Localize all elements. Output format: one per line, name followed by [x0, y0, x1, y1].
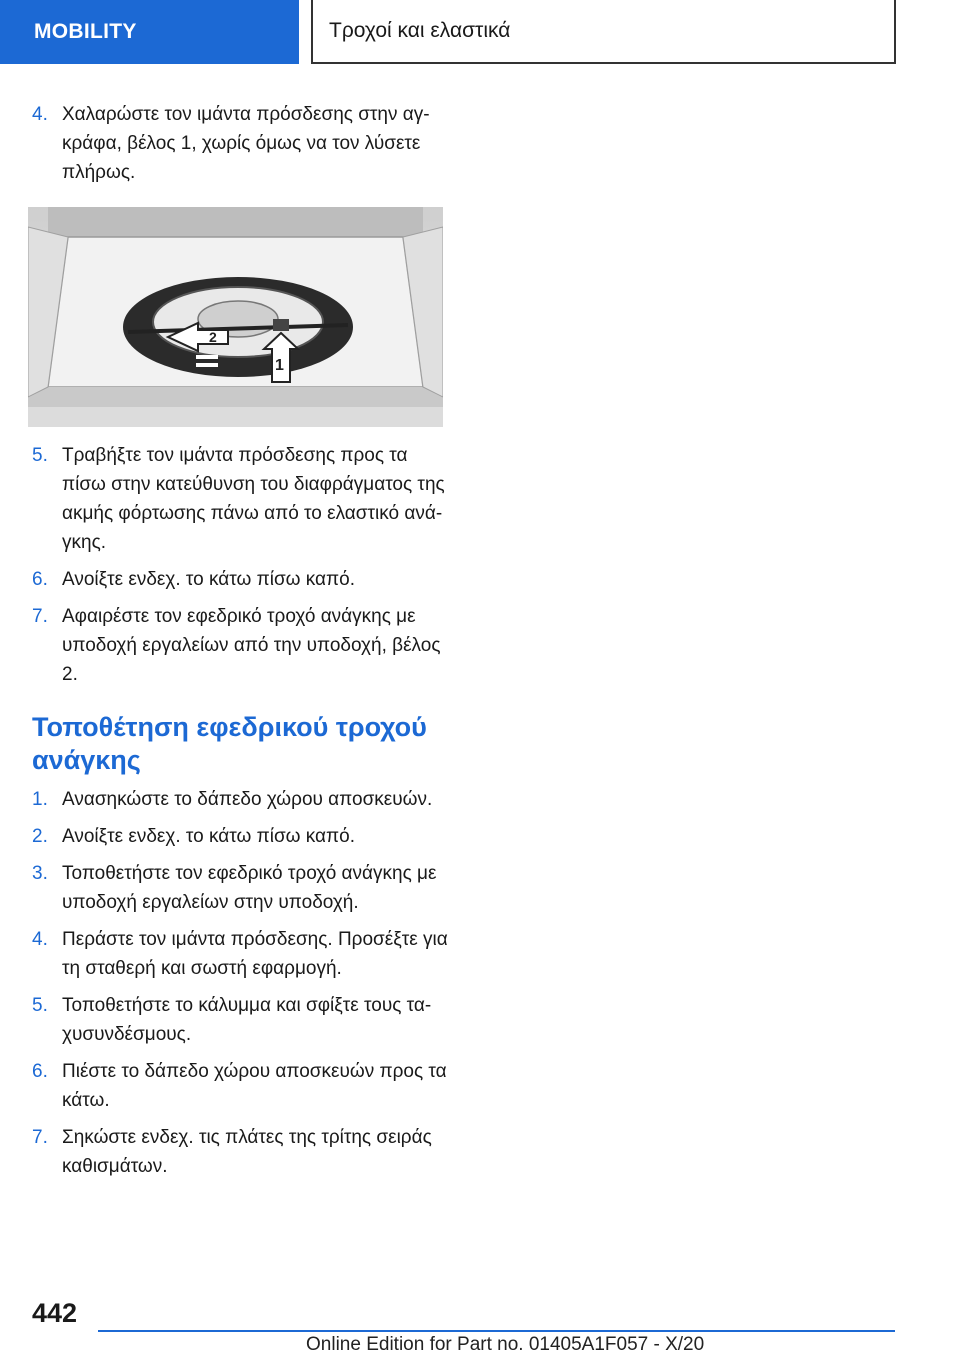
step-text: Ανασηκώστε το δάπεδο χώρου αποσκευών. [62, 789, 433, 810]
step-text: Αφαιρέστε τον εφεδρικό τροχό ανάγκης με υποδοχή εργαλείων από την υποδοχή, βέλος 2. [62, 606, 441, 685]
step-number: 3. [32, 863, 48, 884]
edition-note: Online Edition for Part no. 01405A1F057 - X/20 [306, 1334, 705, 1355]
step-text: Τοποθετήστε τον εφεδρικό τροχό ανάγκης με υποδοχή εργαλείων στην υποδοχή. [62, 863, 437, 913]
step-text: Ανοίξτε ενδεχ. το κάτω πίσω καπό. [62, 569, 355, 590]
content-column [32, 100, 452, 1189]
step-number: 7. [32, 1127, 48, 1148]
step-number: 5. [32, 995, 48, 1016]
step-bottom-1 [32, 785, 452, 814]
step-number: 4. [32, 929, 48, 950]
page-number: 442 [32, 1298, 78, 1328]
step-number: 4. [32, 104, 48, 125]
step-bottom-2 [32, 822, 452, 851]
step-text: Τραβήξτε τον ιμάντα πρόσδεσης προς τα πίσω στην κατεύθυνση του διαφράγματος της ακμής φόρτωσης πάνω από το ελαστικό ανάγκης. [62, 445, 445, 553]
arrow-2-label: 2 [209, 329, 217, 345]
step-text: Ανοίξτε ενδεχ. το κάτω πίσω καπό. [62, 826, 355, 847]
step-bottom-6 [32, 1057, 452, 1115]
step-number: 5. [32, 445, 48, 466]
step-text: Χαλαρώστε τον ιμάντα πρόσδεσης στην αγκράφα, βέλος 1, χωρίς όμως να τον λύσετε πλήρως. [62, 104, 430, 183]
step-bottom-5 [32, 991, 452, 1049]
step-mid-6 [32, 565, 452, 594]
step-number: 2. [32, 826, 48, 847]
step-number: 6. [32, 1061, 48, 1082]
step-text: Σηκώστε ενδεχ. τις πλάτες της τρίτης σειράς καθισμάτων. [62, 1127, 432, 1177]
step-bottom-7 [32, 1123, 452, 1181]
step-text: Τοποθετήστε το κάλυμμα και σφίξτε τους ταχυσυνδέσμους. [62, 995, 432, 1045]
step-mid-7 [32, 602, 452, 689]
step-bottom-4 [32, 925, 452, 983]
chapter-title: Τροχοί και ελαστικά [311, 0, 896, 64]
step-number: 1. [32, 789, 48, 810]
spare-wheel-illustration [28, 207, 443, 427]
section-tab: MOBILITY [0, 0, 299, 64]
step-mid-5 [32, 441, 452, 557]
step-number: 7. [32, 606, 48, 627]
footer-divider [98, 1330, 895, 1332]
step-text: Πιέστε το δάπεδο χώρου αποσκευών προς τα κάτω. [62, 1061, 447, 1111]
step-top-4 [32, 100, 452, 187]
arrow-1-label: 1 [275, 357, 284, 374]
step-number: 6. [32, 569, 48, 590]
step-text: Περάστε τον ιμάντα πρόσδεσης. Προσέξτε για τη σταθερή και σωστή εφαρμογή. [62, 929, 448, 979]
step-bottom-3 [32, 859, 452, 917]
section-heading: Τοποθέτηση εφεδρικού τροχού ανάγκης [32, 712, 427, 775]
